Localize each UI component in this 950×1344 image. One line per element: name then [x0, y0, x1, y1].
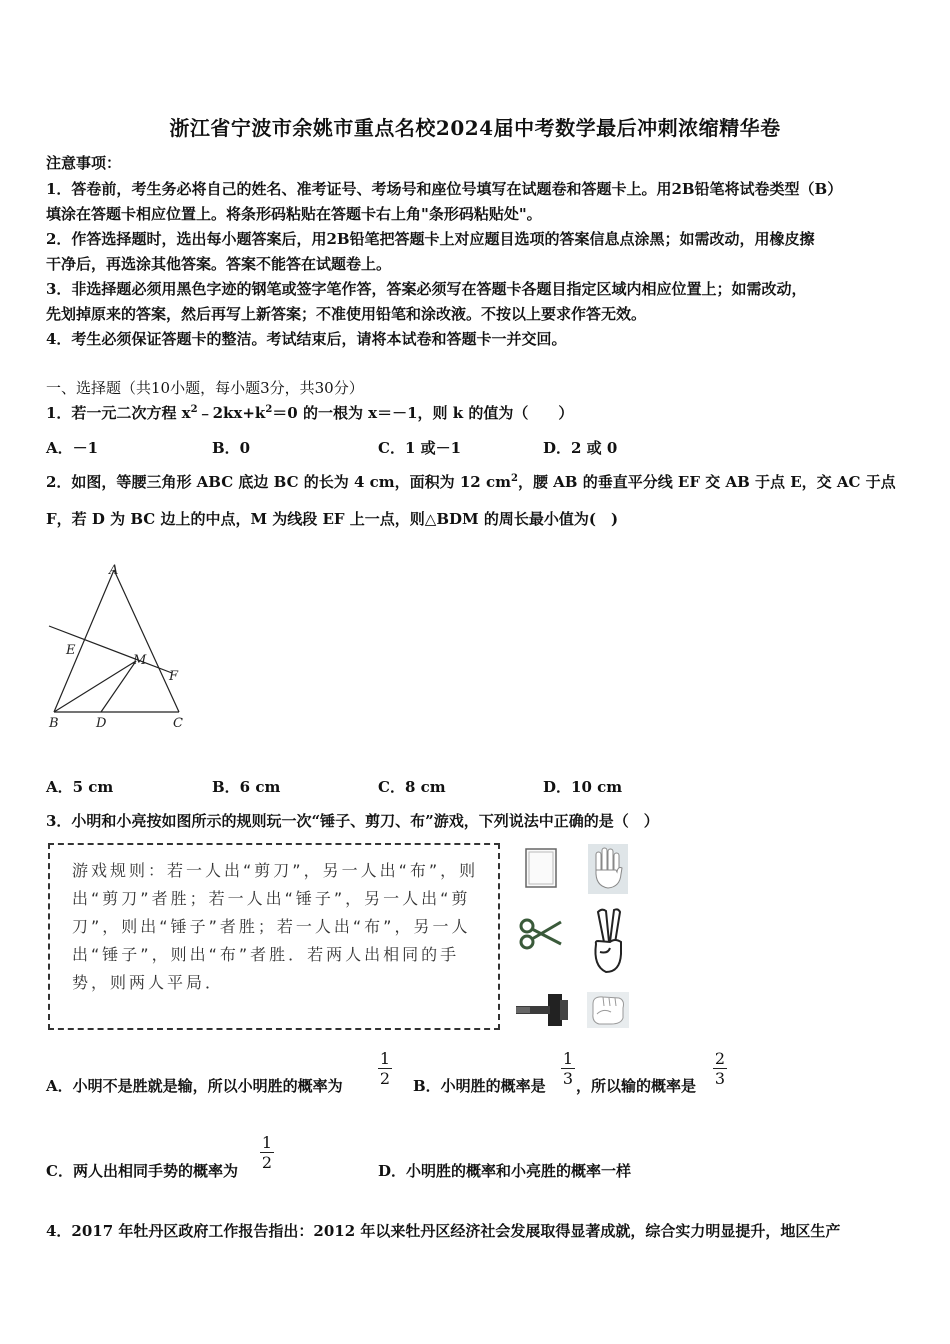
- q3-option-a-fraction: 1 2: [379, 1049, 391, 1088]
- notice-line: 先划掉原来的答案，然后再写上新答案；不准使用铅笔和涂改液。不按以上要求作答无效。: [46, 305, 647, 323]
- label-d: D: [96, 716, 107, 731]
- scissors-icon: [517, 914, 565, 954]
- game-rules-box: [48, 843, 500, 1030]
- side-ac: [114, 570, 179, 712]
- victory-hand-icon: [588, 908, 628, 976]
- exam-title: 浙江省宁波市余姚市重点名校2024届中考数学最后冲刺浓缩精华卷: [169, 116, 781, 140]
- notice-line: 4．考生必须保证答题卡的整洁。考试结束后，请将本试卷和答题卡一并交回。: [46, 330, 567, 348]
- q2-option-d: D．10 cm: [543, 778, 623, 796]
- notice-line: 1．答卷前，考生务必将自己的姓名、准考证号、考场号和座位号填写在试题卷和答题卡上。用2B铅笔将试卷类型（B）: [46, 180, 843, 198]
- q2-option-c: C．8 cm: [378, 778, 446, 796]
- label-b: B: [49, 716, 59, 731]
- segment-dm: [101, 661, 136, 712]
- q3-option-b-fraction-1: 1 3: [562, 1049, 574, 1088]
- label-a: A: [109, 563, 119, 578]
- fist-icon: [587, 992, 629, 1028]
- question-2-line-1: 2．如图，等腰三角形 ABC 底边 BC 的长为 4 cm，面积为 12 $cm^2$，腰 AB 的垂直平分线 EF 交 AB 于点 E，交 AC 于点: [46, 473, 896, 491]
- label-m: M: [133, 653, 147, 668]
- q2-option-b: B．6 cm: [212, 778, 281, 796]
- q3-option-b-text-2: ，所以输的概率是: [576, 1077, 697, 1095]
- q3-option-c: C．两人出相同手势的概率为: [46, 1162, 238, 1180]
- question-4-stem: 4．2017 年牡丹区政府工作报告指出：2012 年以来牡丹区经济社会发展取得显著成就，综合实力明显提升，地区生产: [46, 1222, 841, 1240]
- notice-line: 3．非选择题必须用黑色字迹的钢笔或签字笔作答，答案必须写在答题卡各题目指定区域内相应位置上；如需改动，: [46, 280, 807, 298]
- q1-option-d: D．2 或 0: [543, 439, 618, 457]
- game-rules-text: 游戏规则：若一人出“剪刀”，另一人出“布”，则出“剪刀”者胜；若一人出“锤子”，另一人出“剪刀”，则出“锤子”者胜；若一人出“布”，另一人出“锤子”，则出“布”者胜．若两人出相同的手势，则两人平局．: [72, 861, 479, 992]
- q1-option-a: A．－1: [46, 439, 99, 457]
- triangle-figure: [44, 560, 204, 735]
- q1-option-b: B．0: [212, 439, 251, 457]
- segment-bm: [54, 661, 136, 712]
- notice-line: 干净后，再选涂其他答案。答案不能答在试题卷上。: [46, 255, 392, 273]
- open-hand-icon: [588, 844, 628, 894]
- hammer-icon: [514, 990, 572, 1030]
- notice-line: 填涂在答题卡相应位置上。将条形码粘贴在答题卡右上角"条形码粘贴处"。: [46, 205, 542, 223]
- q1-option-c: C．1 或－1: [378, 439, 462, 457]
- notice-heading: 注意事项：: [46, 154, 122, 172]
- q3-option-b-text-1: B．小明胜的概率是: [413, 1077, 546, 1095]
- q3-option-d: D．小明胜的概率和小亮胜的概率一样: [378, 1162, 632, 1180]
- q3-option-a: A．小明不是胜就是输，所以小明胜的概率为: [46, 1077, 343, 1095]
- side-ab: [54, 570, 114, 712]
- label-c: C: [173, 716, 183, 731]
- question-3-stem: 3．小明和小亮按如图所示的规则玩一次“锤子、剪刀、布”游戏，下列说法中正确的是（ ）: [46, 812, 659, 830]
- q2-option-a: A．5 cm: [46, 778, 114, 796]
- notice-line: 2．作答选择题时，选出每小题答案后，用2B铅笔把答题卡上对应题目选项的答案信息点涂黑；如需改动，用橡皮擦: [46, 230, 815, 248]
- section-heading: 一、选择题（共10小题，每小题3分，共30分）: [46, 379, 364, 397]
- label-e: E: [66, 643, 76, 658]
- question-2-line-2: F，若 D 为 BC 边上的中点，M 为线段 EF 上一点，则△BDM 的周长最小值为( ): [46, 510, 619, 528]
- question-1-stem: 1．若一元二次方程 $x^2﹣2kx+k^2=0$ 的一根为 x＝－1，则 k 的值为（ ）: [46, 404, 574, 422]
- q3-option-b-fraction-2: 2 3: [714, 1049, 726, 1088]
- q3-option-c-fraction: 1 2: [261, 1133, 273, 1172]
- label-f: F: [169, 669, 179, 684]
- paper-icon: [522, 846, 562, 892]
